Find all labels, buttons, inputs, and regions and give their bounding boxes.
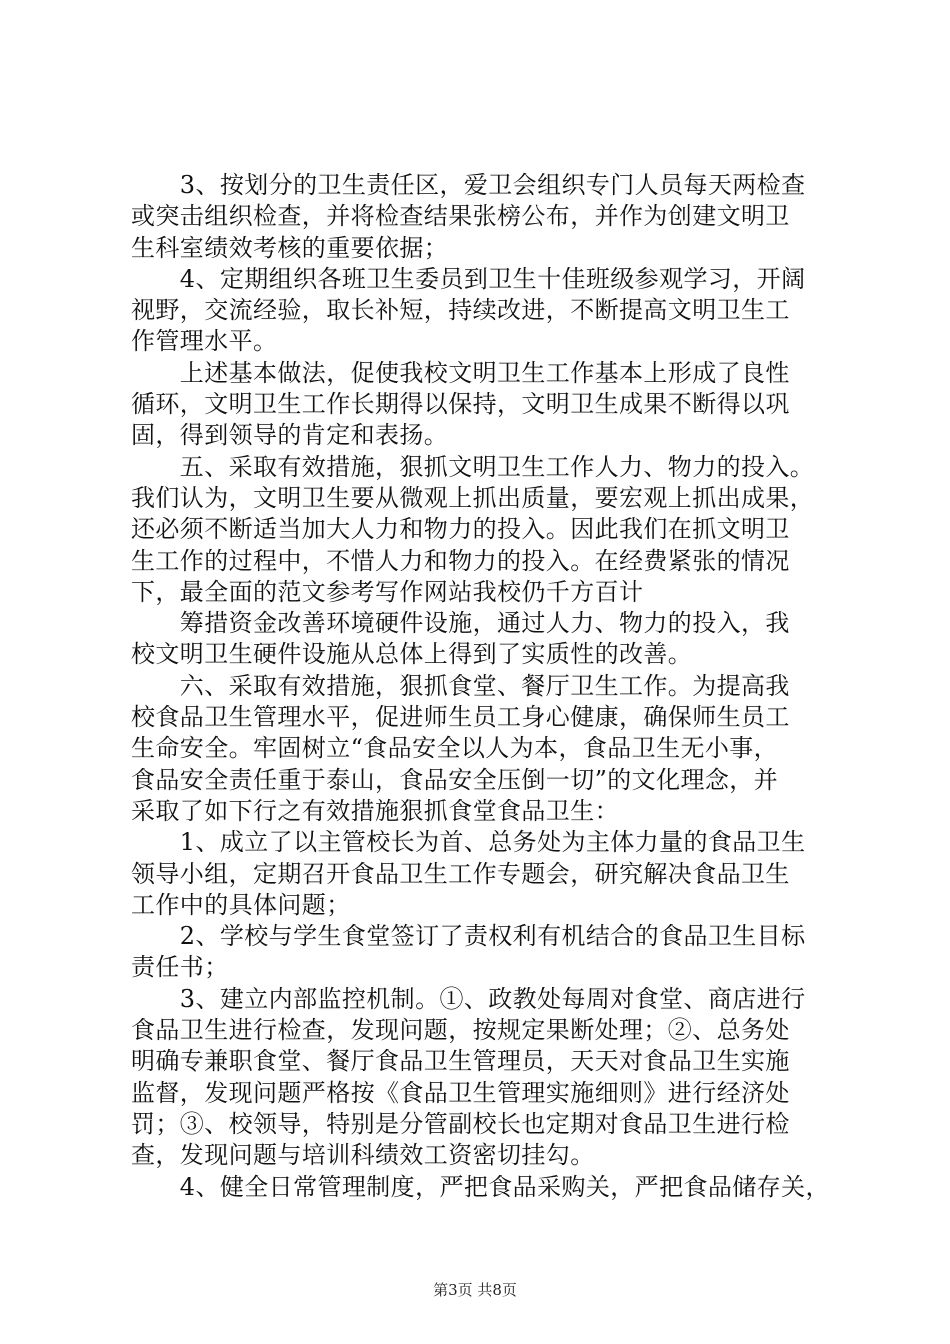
text-line: 2、学校与学生食堂签订了责权利有机结合的食品卫生目标 (131, 922, 806, 951)
text-line: 监督，发现问题严格按《食品卫生管理实施细则》进行经济处 (131, 1078, 790, 1107)
text-line: 筹措资金改善环境硬件设施，通过人力、物力的投入，我 (131, 609, 790, 638)
text-line: 生科室绩效考核的重要依据； (131, 233, 449, 262)
text-line: 校食品卫生管理水平，促进师生员工身心健康，确保师生员工 (131, 703, 790, 732)
text-line: 采取了如下行之有效措施狠抓食堂食品卫生： (131, 796, 619, 825)
text-line: 上述基本做法，促使我校文明卫生工作基本上形成了良性 (131, 358, 790, 387)
text-line: 生命安全。牢固树立“食品安全以人为本，食品卫生无小事， (131, 734, 779, 763)
text-line: 我们认为，文明卫生要从微观上抓出质量，要宏观上抓出成果， (131, 483, 815, 512)
text-line: 罚；③、校领导，特别是分管副校长也定期对食品卫生进行检 (131, 1109, 790, 1138)
text-line: 视野，交流经验，取长补短，持续改进，不断提高文明卫生工 (131, 296, 790, 325)
document-body (131, 170, 851, 1203)
text-line: 工作中的具体问题； (131, 890, 351, 919)
text-line: 或突击组织检查，并将检查结果张榜公布，并作为创建文明卫 (131, 202, 790, 231)
text-line: 责任书； (131, 953, 229, 982)
text-line: 下，最全面的范文参考写作网站我校仍千方百计 (131, 577, 644, 606)
text-line: 固，得到领导的肯定和表扬。 (131, 421, 449, 450)
text-line: 生工作的过程中，不惜人力和物力的投入。在经费紧张的情况 (131, 546, 790, 575)
text-line: 1、成立了以主管校长为首、总务处为主体力量的食品卫生 (131, 828, 806, 857)
text-line: 4、定期组织各班卫生委员到卫生十佳班级参观学习，开阔 (131, 264, 806, 293)
text-line: 六、采取有效措施，狠抓食堂、餐厅卫生工作。为提高我 (131, 671, 790, 700)
text-line: 食品卫生进行检查，发现问题，按规定果断处理；②、总务处 (131, 1016, 790, 1045)
text-line: 五、采取有效措施，狠抓文明卫生工作人力、物力的投入。 (131, 452, 815, 481)
text-line: 查，发现问题与培训科绩效工资密切挂勾。 (131, 1141, 595, 1170)
page-number-footer: 第3页 共8页 (433, 1281, 517, 1299)
text-line: 还必须不断适当加大人力和物力的投入。因此我们在抓文明卫 (131, 515, 790, 544)
text-line: 校文明卫生硬件设施从总体上得到了实质性的改善。 (131, 640, 693, 669)
text-line: 领导小组，定期召开食品卫生工作专题会，研究解决食品卫生 (131, 859, 790, 888)
text-line: 3、建立内部监控机制。①、政教处每周对食堂、商店进行 (131, 984, 806, 1013)
text-line: 4、健全日常管理制度，严把食品采购关，严把食品储存关， (131, 1172, 830, 1201)
text-line: 食品安全责任重于泰山，食品安全压倒一切”的文化理念，并 (131, 765, 779, 794)
text-line: 循环，文明卫生工作长期得以保持，文明卫生成果不断得以巩 (131, 390, 790, 419)
text-line: 作管理水平。 (131, 327, 278, 356)
text-line: 3、按划分的卫生责任区，爱卫会组织专门人员每天两检查 (131, 171, 806, 199)
text-line: 明确专兼职食堂、餐厅食品卫生管理员，天天对食品卫生实施 (131, 1047, 790, 1076)
